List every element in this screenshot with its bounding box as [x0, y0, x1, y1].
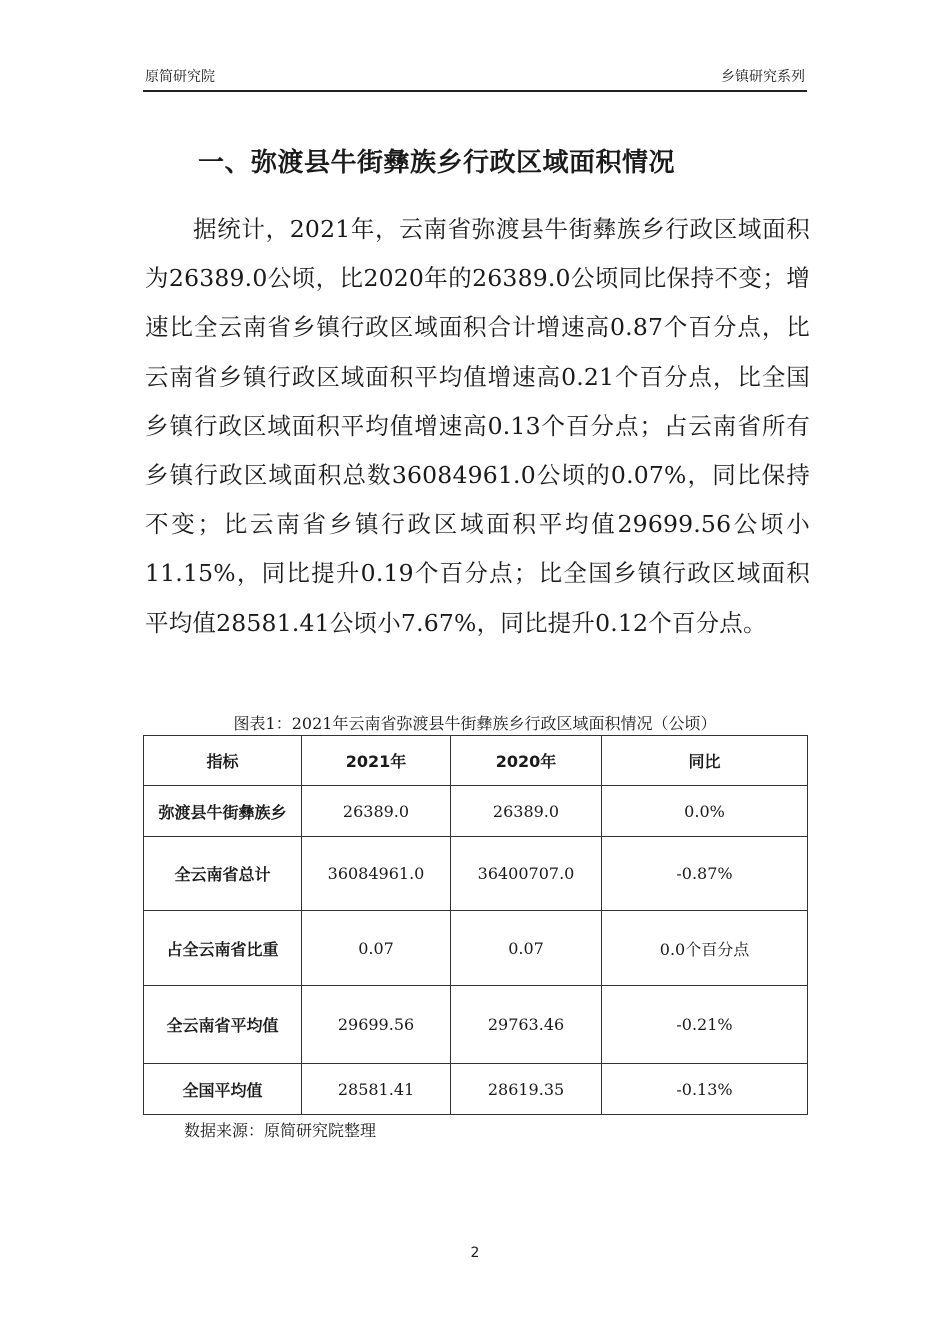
area-table — [143, 735, 808, 1115]
header-yoy: 同比 — [602, 736, 808, 786]
row-label: 全国平均值 — [144, 1064, 302, 1115]
table-row — [144, 986, 808, 1064]
cell-2021: 36084961.0 — [302, 837, 451, 911]
table-caption: 图表1：2021年云南省弥渡县牛街彝族乡行政区域面积情况（公顷） — [233, 714, 717, 733]
cell-2020: 26389.0 — [451, 786, 602, 837]
table-row — [144, 786, 808, 837]
table-row — [144, 837, 808, 911]
page-header — [143, 64, 807, 92]
cell-yoy: 0.0% — [602, 786, 808, 837]
section-title: 一、弥渡县牛街彝族乡行政区域面积情况 — [198, 148, 676, 178]
cell-2020: 36400707.0 — [451, 837, 602, 911]
header-2021: 2021年 — [302, 736, 451, 786]
cell-2020: 28619.35 — [451, 1064, 602, 1115]
cell-2021: 28581.41 — [302, 1064, 451, 1115]
cell-2021: 29699.56 — [302, 986, 451, 1064]
data-source-note: 数据来源：原简研究院整理 — [184, 1121, 377, 1140]
cell-yoy: -0.21% — [602, 986, 808, 1064]
cell-yoy: 0.0个百分点 — [602, 911, 808, 986]
header-2020: 2020年 — [451, 736, 602, 786]
page-number: 2 — [470, 1245, 480, 1261]
cell-2020: 0.07 — [451, 911, 602, 986]
body-paragraph: 据统计，2021年，云南省弥渡县牛街彝族乡行政区域面积为26389.0公顷，比2020年的26389.0公顷同比保持不变；增速比全云南省乡镇行政区域面积合计增速高0.87个百分点，比云南省乡镇行政区域面积平均值增速高0.21个百分点，比全国乡镇行政区域面积平均值增速高0.13个百分点；占云南省所有乡镇行政区域面积总数36084961.0公顷的0.07%，同比保持不变；比云南省乡镇行政区域面积平均值29699.56公顷小11.15%，同比提升0.19个百分点；比全国乡镇行政区域面积平均值28581.41公顷小7.67%，同比提升0.12个百分点。 — [145, 215, 810, 637]
table-header-row — [144, 736, 808, 786]
cell-2021: 0.07 — [302, 911, 451, 986]
cell-2021: 26389.0 — [302, 786, 451, 837]
row-label: 占全云南省比重 — [144, 911, 302, 986]
cell-yoy: -0.13% — [602, 1064, 808, 1115]
table-row — [144, 911, 808, 986]
cell-2020: 29763.46 — [451, 986, 602, 1064]
header-org-name: 原简研究院 — [145, 69, 215, 85]
table-row — [144, 1064, 808, 1115]
row-label: 全云南省平均值 — [144, 986, 302, 1064]
cell-yoy: -0.87% — [602, 837, 808, 911]
header-series-name: 乡镇研究系列 — [721, 69, 805, 85]
row-label: 弥渡县牛街彝族乡 — [144, 786, 302, 837]
header-indicator: 指标 — [144, 736, 302, 786]
row-label: 全云南省总计 — [144, 837, 302, 911]
